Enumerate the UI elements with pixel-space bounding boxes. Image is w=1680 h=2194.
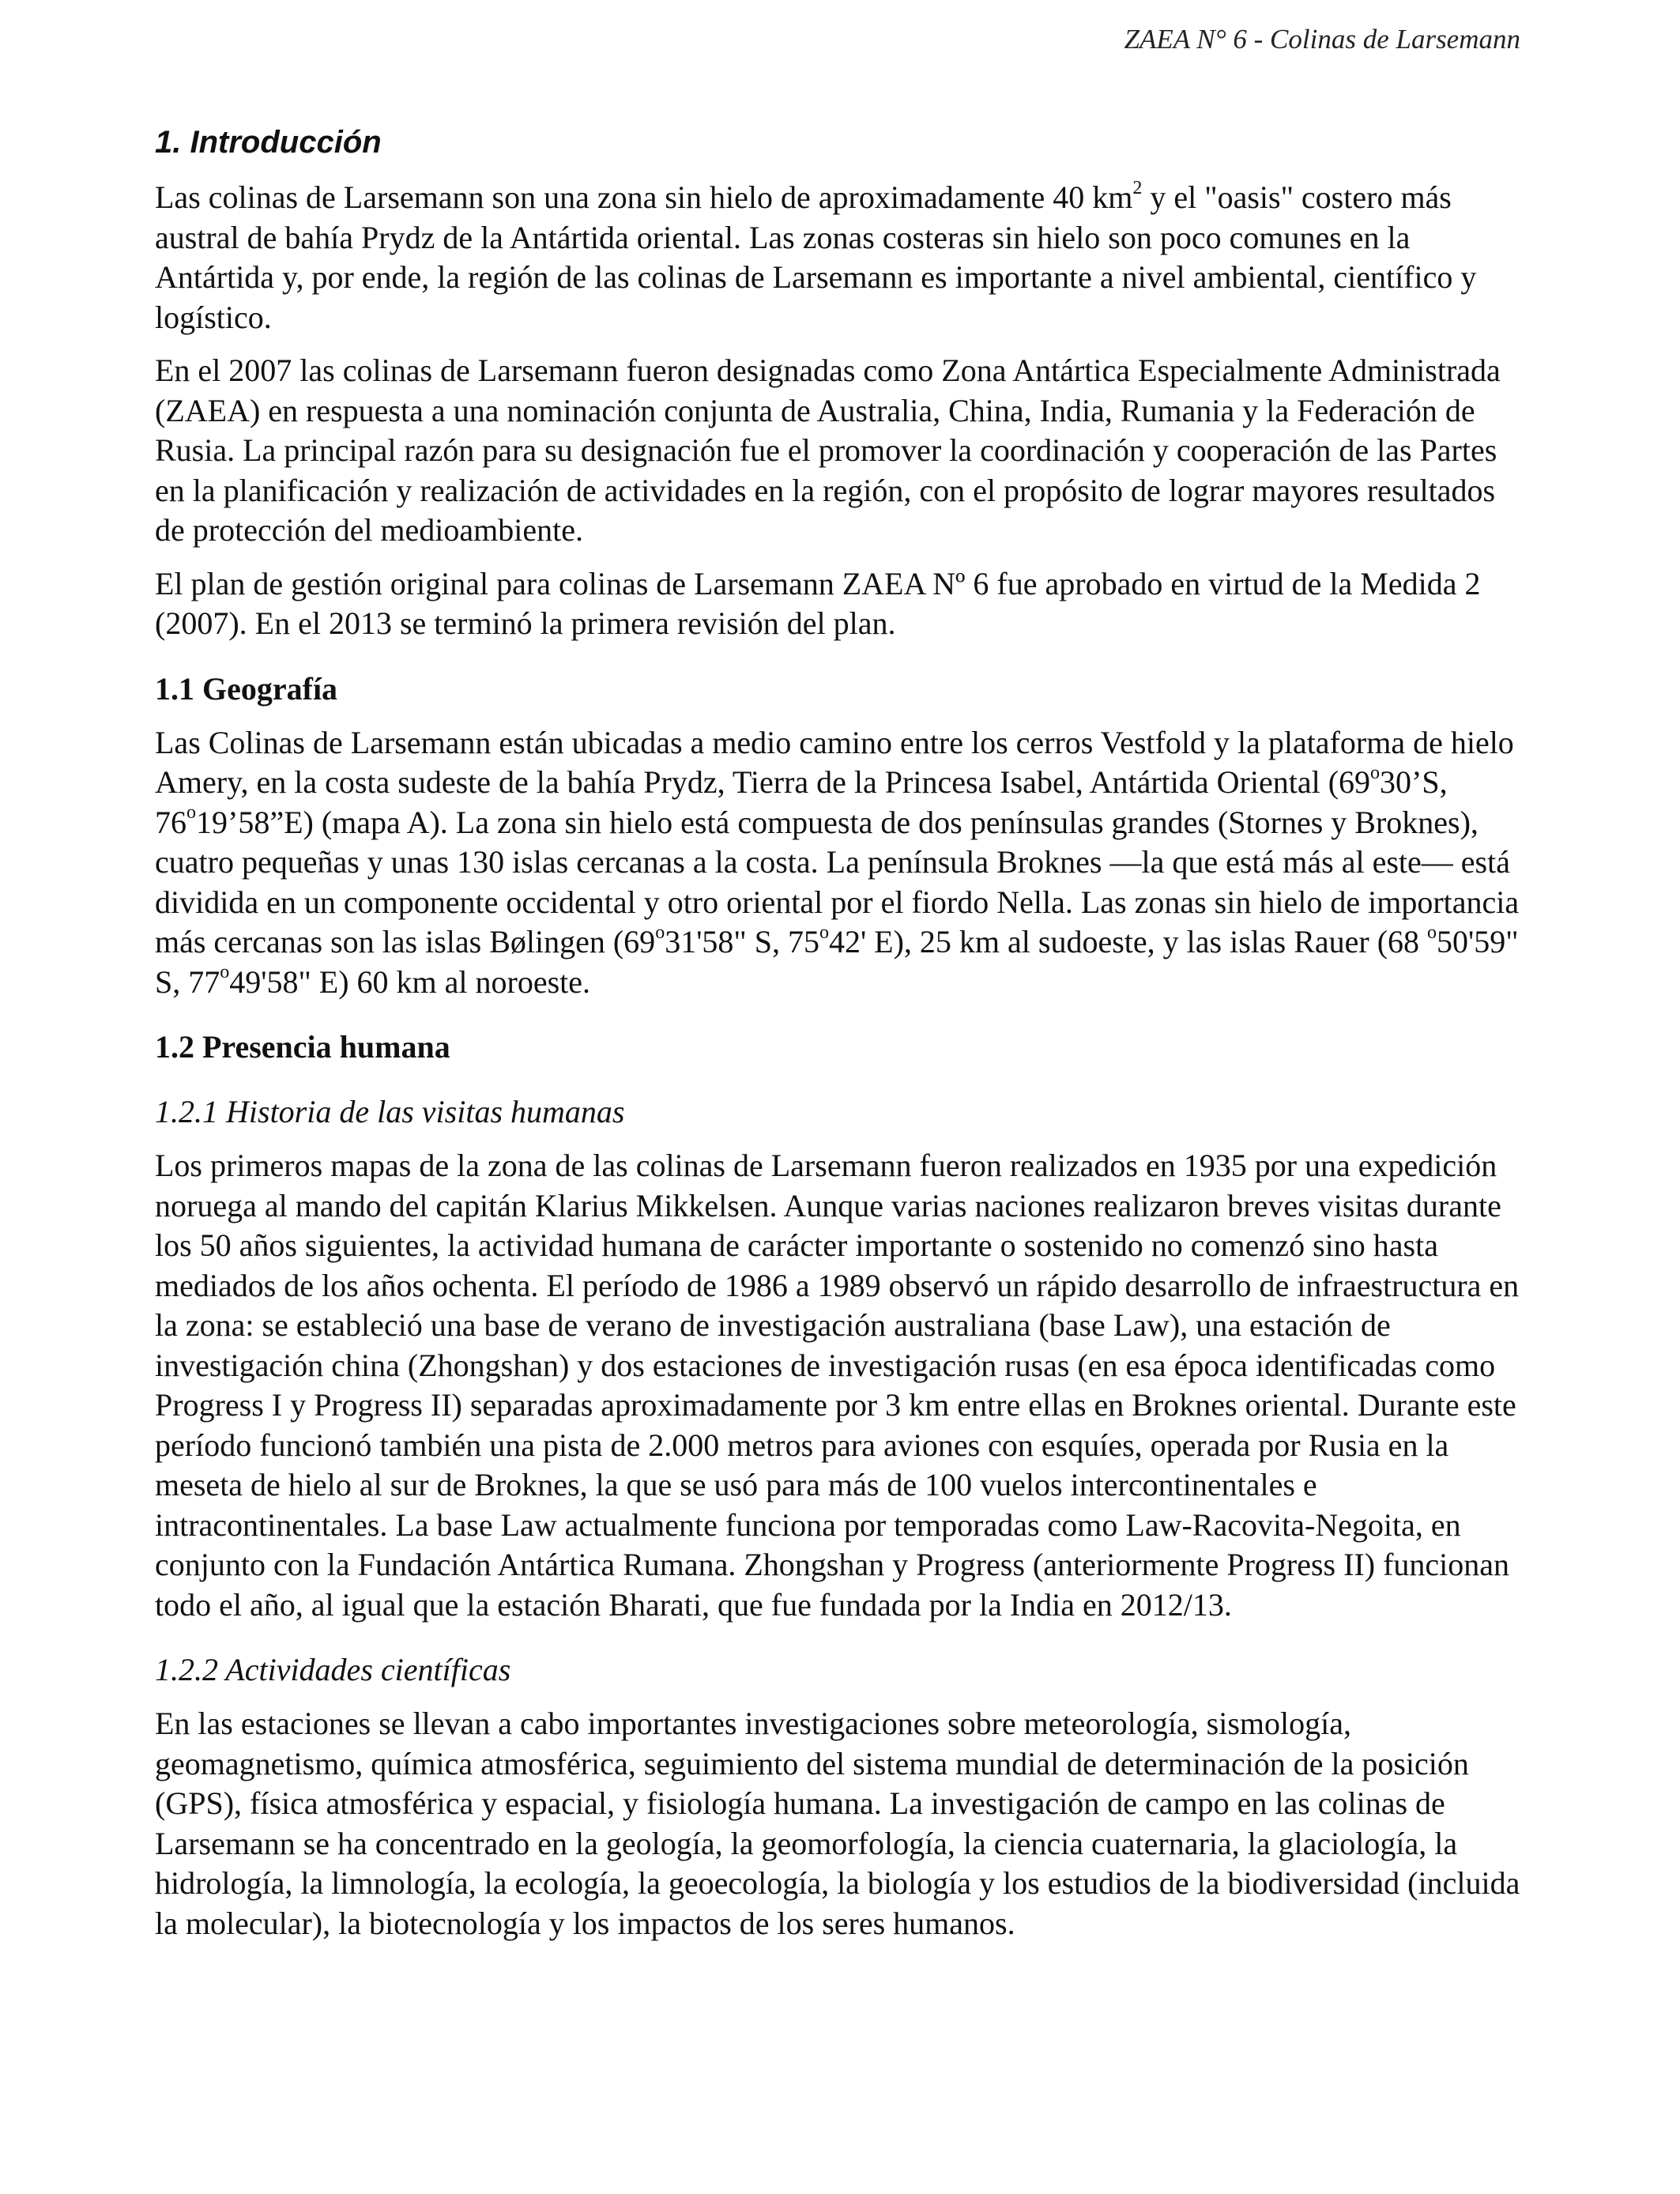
intro-paragraph-3: El plan de gestión original para colinas de Larsemann ZAEA Nº 6 fue aprobado en virtud de la Medida 2 (2007). En el 2013 se terminó la primera revisión del plan. [155,565,1481,641]
running-header: ZAEA N° 6 - Colinas de Larsemann [1124,24,1520,55]
geo-text-5: 42' E), 25 km al sudoeste, y las islas Rauer (68 [828,924,1428,959]
geo-text-6: 50'59" S, 77 [155,924,1519,1000]
section-heading-geografia: 1.1 Geografía [155,670,338,707]
geo-text-1: Las Colinas de Larsemann están ubicadas a medio camino entre los cerros Vestfold y la plataforma de hielo Amery, en la costa sudeste de la bahía Prydz, Tierra de la Princesa Isabel, Antártida Oriental (69 [155,724,1514,800]
historia-paragraph: Los primeros mapas de la zona de las colinas de Larsemann fueron realizados en 1935 por una expedición noruega al mando del capitán Klarius Mikkelsen. Aunque varias naciones realizaron breves visitas durante los 50 años siguientes, la actividad humana de carácter importante o sostenido no comenzó sino hasta mediados de los años ochenta. El período de 1986 a 1989 observó un rápido desarrollo de infraestructura en la zona: se estableció una base de verano de investigación australiana (base Law), una estación de investigación china (Zhongshan) y dos estaciones de investigación rusas (en esa época identificadas como Progress I y Progress II) separadas aproximadamente por 3 km entre ellas en Broknes oriental. Durante este período funcionó también una pista de 2.000 metros para aviones con esquíes, operada por Rusia en la meseta de hielo al sur de Broknes, la que se usó para más de 100 vuelos intercontinentales e intracontinentales. La base Law actualmente funciona por temporadas como Law-Racovita-Negoita, en conjunto con la Fundación Antártica Rumana. Zhongshan y Progress (anteriormente Progress II) funcionan todo el año, al igual que la estación Bharati, que fue fundada por la India en 2012/13. [155,1148,1520,1623]
intro-paragraph-1 [155,178,1522,337]
degree-superscript: o [1427,922,1437,943]
actividades-paragraph: En las estaciones se llevan a cabo importantes investigaciones sobre meteorología, sismología, geomagnetismo, química atmosférica, seguimiento del sistema mundial de determinación de la posición (GPS), física atmosférica y espacial, y fisiología humana. La investigación de campo en las colinas de Larsemann se ha concentrado en la geología, la geomorfología, la ciencia cuaternaria, la glaciología, la hidrología, la limnología, la ecología, la geoecología, la biología y los estudios de la biodiversidad (incluida la molecular), la biotecnología y los impactos de los seres humanos. [155,1706,1520,1941]
subsection-heading-historia: 1.2.1 Historia de las visitas humanas [155,1094,625,1129]
degree-superscript: o [186,802,196,824]
geo-text-7: 49'58" E) 60 km al noroeste. [229,963,591,1000]
superscript-2: 2 [1132,177,1143,198]
degree-superscript: o [819,922,829,943]
degree-superscript: o [1370,762,1381,783]
document-body [155,123,1522,1957]
intro-p1-text-a: Las colinas de Larsemann son una zona sin hielo de aproximadamente 40 km [155,179,1133,215]
geo-text-4: 31'58" S, 75 [665,924,819,959]
degree-superscript: o [220,962,230,983]
geo-text-2: 30’S, 76 [155,764,1448,840]
geo-text-3: 19’58”E) (mapa A). La zona sin hielo está compuesta de dos penínsulas grandes (Stornes y Broknes), cuatro pequeñas y unas 130 islas cercanas a la costa. La península Broknes —la que está más al este— está dividida en un componente occidental y otro oriental por el fiordo Nella. Las zonas sin hielo de importancia más cercanas son las islas Bølingen (69 [155,804,1520,959]
geografia-paragraph [155,723,1522,1003]
section-heading-presencia-humana: 1.2 Presencia humana [155,1029,450,1065]
intro-p1-text-b: y el "oasis" costero más austral de bahía Prydz de la Antártida oriental. Las zonas costeras sin hielo son poco comunes en la Antártida y, por ende, la región de las colinas de Larsemann es importante a nivel ambiental, científico y logístico. [155,179,1477,335]
subsection-heading-actividades: 1.2.2 Actividades científicas [155,1652,511,1687]
section-heading-introduction: 1. Introducción [155,125,382,160]
degree-superscript: o [655,922,665,943]
intro-paragraph-2: En el 2007 las colinas de Larsemann fueron designadas como Zona Antártica Especialmente Administrada (ZAEA) en respuesta a una nominación conjunta de Australia, China, India, Rumania y la Federación de Rusia. La principal razón para su designación fue el promover la coordinación y cooperación de las Partes en la planificación y realización de actividades en la región, con el propósito de lograr mayores resultados de protección del medioambiente. [155,352,1501,548]
